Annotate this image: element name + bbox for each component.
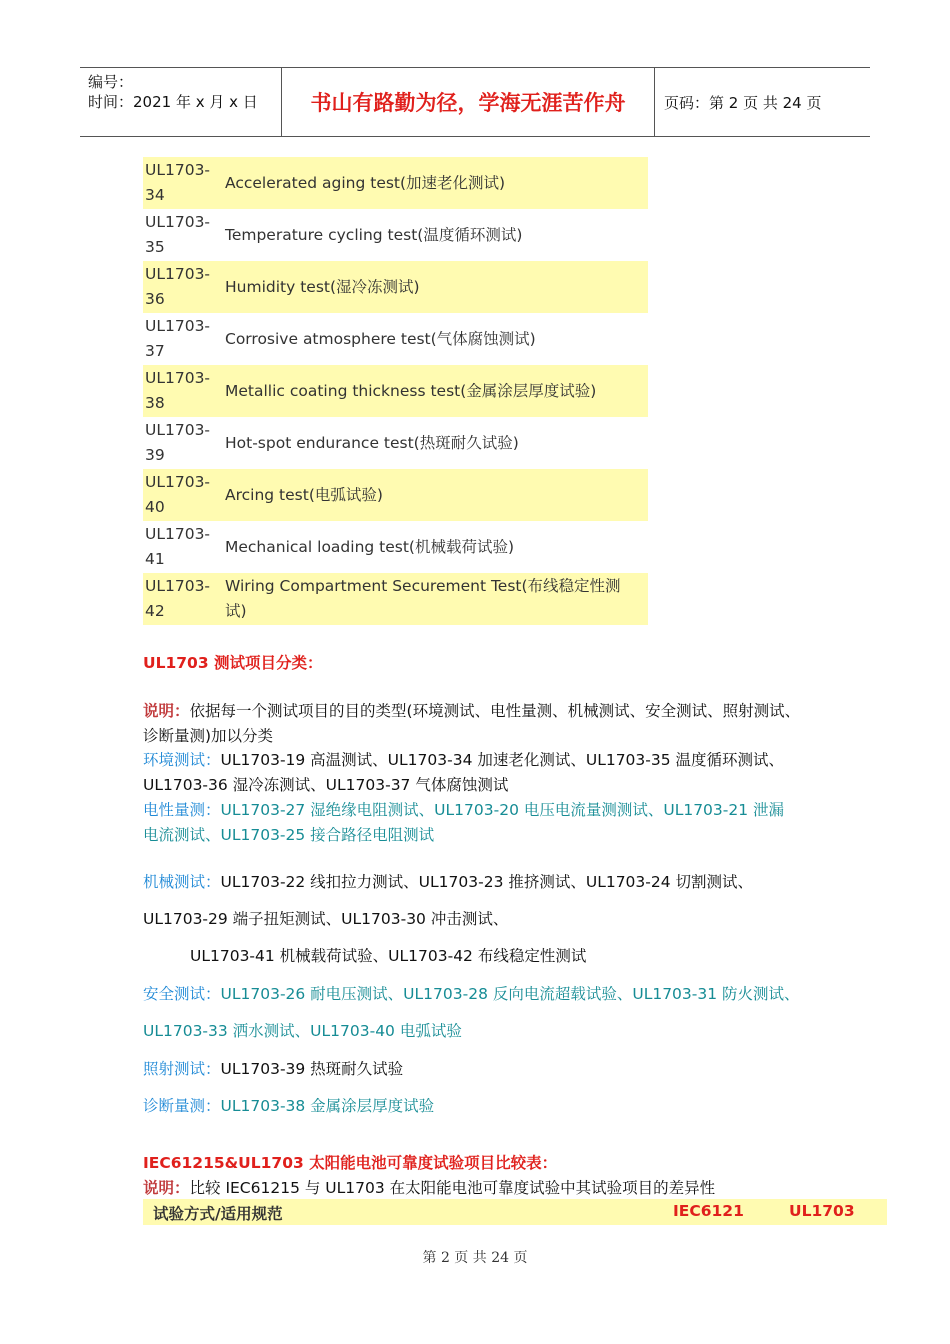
header-page-info: 页码：第 2 页 共 24 页 — [664, 93, 822, 112]
page-header — [80, 67, 870, 137]
safety-tests: 安全测试：UL1703-26 耐电压测试、UL1703-28 反向电流超载试验、UL1703-31 防火测试、 — [143, 985, 800, 1003]
test-name: Temperature cycling test(温度循环测试) — [225, 225, 523, 244]
note-label: 说明： — [143, 1179, 190, 1197]
irradiation-tests: 照射测试：UL1703-39 热斑耐久试验 — [143, 1060, 404, 1078]
table-row — [143, 365, 648, 417]
header-motto: 书山有路勤为径，学海无涯苦作舟 — [310, 90, 626, 115]
table-row — [143, 469, 648, 521]
test-table — [143, 157, 648, 625]
test-name: Corrosive atmosphere test(气体腐蚀测试) — [225, 329, 536, 348]
table-row — [143, 209, 648, 261]
elec-label: 电性量测： — [143, 801, 221, 819]
test-name: Accelerated aging test(加速老化测试) — [225, 173, 506, 192]
table-row — [143, 157, 648, 209]
header-divider — [654, 68, 655, 136]
page-footer: 第 2 页 共 24 页 — [422, 1250, 528, 1266]
test-name: Wiring Compartment Securement Test(布线稳定性测 试) — [225, 577, 621, 620]
classification-note: 说明：依据每一个测试项目的目的类型(环境测试、电性量测、机械测试、安全测试、照射测试、 诊断量测)加以分类 — [143, 702, 801, 745]
env-label: 环境测试： — [143, 751, 221, 769]
diagnostic-tests: 诊断量测：UL1703-38 金属涂层厚度试验 — [143, 1097, 435, 1115]
test-name: Mechanical loading test(机械载荷试验) — [225, 537, 515, 556]
comparison-table-header — [143, 1199, 887, 1225]
test-code: UL1703- 35 — [145, 213, 211, 256]
diag-label: 诊断量测： — [143, 1097, 221, 1115]
test-code: UL1703- 36 — [145, 265, 211, 308]
env-tests: 环境测试：UL1703-19 高温测试、UL1703-34 加速老化测试、UL1703-35 温度循环测试、 UL1703-36 湿冷冻测试、UL1703-37 气体腐蚀测试 — [143, 751, 785, 794]
irr-label: 照射测试： — [143, 1060, 221, 1078]
mech-tests: 机械测试：UL1703-22 线扣拉力测试、UL1703-23 推挤测试、UL1703-24 切割测试、 — [143, 873, 754, 891]
test-name: Arcing test(电弧试验) — [225, 485, 383, 504]
safe-label: 安全测试： — [143, 985, 221, 1003]
test-code: UL1703- 40 — [145, 473, 211, 516]
table-row — [143, 521, 648, 573]
elec-tests: 电性量测：UL1703-27 湿绝缘电阻测试、UL1703-20 电压电流量测测试、UL1703-21 泄漏 电流测试、UL1703-25 接合路径电阻测试 — [143, 801, 785, 844]
mech-tests-line2: UL1703-29 端子扭矩测试、UL1703-30 冲击测试、 — [143, 910, 509, 928]
table-row — [143, 417, 648, 469]
test-code: UL1703- 41 — [145, 525, 211, 568]
test-name: Metallic coating thickness test(金属涂层厚度试验) — [225, 381, 597, 400]
comparison-note: 说明：比较 IEC61215 与 UL1703 在太阳能电池可靠度试验中其试验项目的差异性 — [143, 1179, 716, 1197]
col-iec: IEC6121 — [673, 1202, 744, 1220]
comparison-title: IEC61215&UL1703 太阳能电池可靠度试验项目比较表： — [143, 1154, 558, 1172]
table-row — [143, 261, 648, 313]
test-code: UL1703- 42 — [145, 577, 211, 620]
number-label: 编号： — [88, 73, 134, 91]
test-name: Hot-spot endurance test(热斑耐久试验) — [225, 433, 519, 452]
mech-label: 机械测试： — [143, 873, 221, 891]
safety-tests-line2: UL1703-33 洒水测试、UL1703-40 电弧试验 — [143, 1022, 462, 1040]
test-name: Humidity test(湿冷冻测试) — [225, 277, 420, 296]
test-code: UL1703- 34 — [145, 161, 211, 204]
classification-title: UL1703 测试项目分类： — [143, 654, 323, 672]
header-meta — [88, 72, 278, 112]
time-line: 时间：2021 年 x 月 x 日 — [88, 93, 258, 111]
note-label: 说明： — [143, 702, 190, 720]
col-ul: UL1703 — [789, 1202, 855, 1220]
table-row — [143, 313, 648, 365]
test-code: UL1703- 37 — [145, 317, 211, 360]
test-code: UL1703- 38 — [145, 369, 211, 412]
col-method: 试验方式/适用规范 — [153, 1205, 283, 1223]
mech-tests-line3: UL1703-41 机械载荷试验、UL1703-42 布线稳定性测试 — [190, 947, 587, 965]
table-row — [143, 573, 648, 625]
test-code: UL1703- 39 — [145, 421, 211, 464]
